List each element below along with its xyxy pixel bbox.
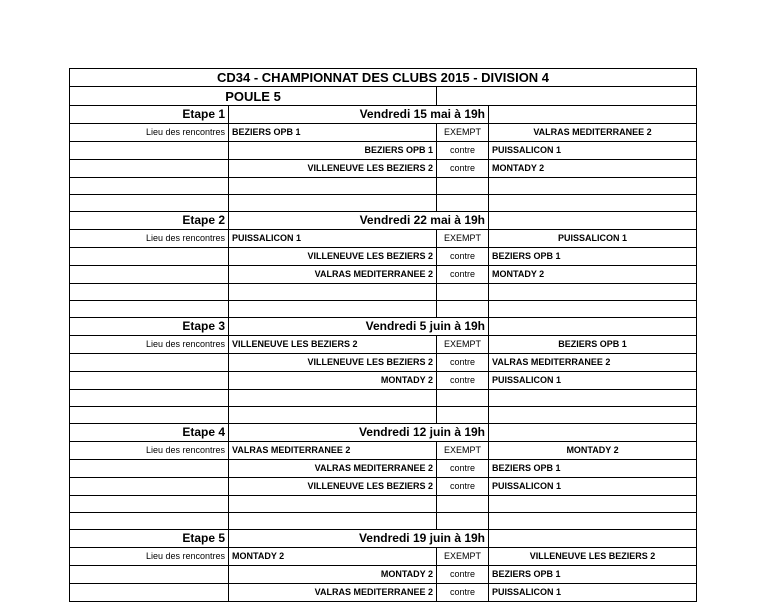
match-empty-cell [70,478,229,496]
lieu-label: Lieu des rencontres [70,336,229,354]
match-empty-cell [70,142,229,160]
home-team: VILLENEUVE LES BEZIERS 2 [229,478,437,496]
away-team: BEZIERS OPB 1 [489,248,697,266]
exempt-team: MONTADY 2 [489,442,697,460]
spacer-cell [229,284,437,301]
home-team: VALRAS MEDITERRANEE 2 [229,584,437,602]
match-empty-cell [70,584,229,602]
etape-date: Vendredi 12 juin à 19h [229,424,489,442]
contre-label: contre [437,142,489,160]
match-row [70,566,697,584]
away-team: PUISSALICON 1 [489,478,697,496]
contre-label: contre [437,566,489,584]
spacer-cell [229,407,437,424]
match-empty-cell [70,266,229,284]
spacer-cell [229,513,437,530]
home-team: BEZIERS OPB 1 [229,142,437,160]
away-team: PUISSALICON 1 [489,584,697,602]
contre-label: contre [437,478,489,496]
lieu-label: Lieu des rencontres [70,230,229,248]
home-team: VALRAS MEDITERRANEE 2 [229,266,437,284]
home-team: VILLENEUVE LES BEZIERS 2 [229,160,437,178]
exempt-team: VALRAS MEDITERRANEE 2 [489,124,697,142]
lieu-value: MONTADY 2 [229,548,437,566]
spacer-cell [437,284,489,301]
etape-header-row [70,106,697,124]
exempt-label: EXEMPT [437,230,489,248]
spacer-row [70,195,697,212]
home-team: MONTADY 2 [229,372,437,390]
away-team: PUISSALICON 1 [489,372,697,390]
match-row [70,160,697,178]
match-empty-cell [70,160,229,178]
match-row [70,266,697,284]
away-team: BEZIERS OPB 1 [489,566,697,584]
exempt-team: BEZIERS OPB 1 [489,336,697,354]
spacer-row [70,301,697,318]
spacer-cell [229,195,437,212]
etape-label: Etape 4 [70,424,229,442]
spacer-cell [489,390,697,407]
spacer-cell [437,496,489,513]
lieu-value: BEZIERS OPB 1 [229,124,437,142]
spacer-cell [70,284,229,301]
match-row [70,478,697,496]
spacer-row [70,284,697,301]
schedule-sheet [69,68,696,602]
exempt-team: VILLENEUVE LES BEZIERS 2 [489,548,697,566]
spacer-cell [229,178,437,195]
spacer-cell [70,390,229,407]
exempt-label: EXEMPT [437,548,489,566]
exempt-label: EXEMPT [437,124,489,142]
etape-date: Vendredi 22 mai à 19h [229,212,489,230]
lieu-label: Lieu des rencontres [70,548,229,566]
match-empty-cell [70,566,229,584]
poule-title: POULE 5 [70,87,437,106]
etape-header-row [70,318,697,336]
spacer-row [70,390,697,407]
match-row [70,460,697,478]
spacer-row [70,496,697,513]
away-team: VALRAS MEDITERRANEE 2 [489,354,697,372]
etape-label: Etape 5 [70,530,229,548]
match-empty-cell [70,354,229,372]
spacer-cell [229,301,437,318]
lieu-row [70,230,697,248]
lieu-value: VILLENEUVE LES BEZIERS 2 [229,336,437,354]
spacer-cell [70,195,229,212]
etape-date: Vendredi 5 juin à 19h [229,318,489,336]
match-row [70,584,697,602]
etape-header-row [70,530,697,548]
spacer-cell [70,407,229,424]
exempt-team: PUISSALICON 1 [489,230,697,248]
contre-label: contre [437,584,489,602]
spacer-cell [70,513,229,530]
match-row [70,372,697,390]
contre-label: contre [437,354,489,372]
spacer-cell [70,496,229,513]
spacer-cell [489,496,697,513]
lieu-label: Lieu des rencontres [70,124,229,142]
match-empty-cell [70,460,229,478]
spacer-cell [437,390,489,407]
away-team: MONTADY 2 [489,266,697,284]
spacer-cell [489,284,697,301]
lieu-row [70,124,697,142]
etape-date-spill [489,530,697,548]
lieu-row [70,548,697,566]
home-team: VILLENEUVE LES BEZIERS 2 [229,248,437,266]
contre-label: contre [437,372,489,390]
etape-date-spill [489,106,697,124]
etape-label: Etape 2 [70,212,229,230]
spacer-cell [437,513,489,530]
etape-label: Etape 3 [70,318,229,336]
exempt-label: EXEMPT [437,442,489,460]
away-team: PUISSALICON 1 [489,142,697,160]
spacer-cell [229,496,437,513]
away-team: BEZIERS OPB 1 [489,460,697,478]
spacer-cell [489,178,697,195]
match-row [70,354,697,372]
spacer-cell [229,390,437,407]
poule-empty-cell [437,87,697,106]
spacer-cell [70,301,229,318]
etape-date-spill [489,424,697,442]
lieu-row [70,336,697,354]
etape-date: Vendredi 19 juin à 19h [229,530,489,548]
exempt-label: EXEMPT [437,336,489,354]
match-empty-cell [70,248,229,266]
contre-label: contre [437,460,489,478]
etape-date-spill [489,212,697,230]
spacer-row [70,513,697,530]
match-empty-cell [70,372,229,390]
spacer-row [70,178,697,195]
spacer-cell [70,178,229,195]
etape-date: Vendredi 15 mai à 19h [229,106,489,124]
spacer-cell [489,513,697,530]
etape-label: Etape 1 [70,106,229,124]
away-team: MONTADY 2 [489,160,697,178]
contre-label: contre [437,160,489,178]
spacer-cell [489,195,697,212]
match-row [70,142,697,160]
home-team: MONTADY 2 [229,566,437,584]
spacer-row [70,407,697,424]
lieu-label: Lieu des rencontres [70,442,229,460]
spacer-cell [437,407,489,424]
home-team: VILLENEUVE LES BEZIERS 2 [229,354,437,372]
schedule-table [69,68,697,602]
etape-date-spill [489,318,697,336]
spacer-cell [437,195,489,212]
contre-label: contre [437,248,489,266]
lieu-value: VALRAS MEDITERRANEE 2 [229,442,437,460]
page-title: CD34 - CHAMPIONNAT DES CLUBS 2015 - DIVISION 4 [70,69,697,87]
spacer-cell [489,301,697,318]
lieu-value: PUISSALICON 1 [229,230,437,248]
contre-label: contre [437,266,489,284]
etape-header-row [70,212,697,230]
match-row [70,248,697,266]
home-team: VALRAS MEDITERRANEE 2 [229,460,437,478]
spacer-cell [489,407,697,424]
lieu-row [70,442,697,460]
spacer-cell [437,301,489,318]
spacer-cell [437,178,489,195]
etape-header-row [70,424,697,442]
